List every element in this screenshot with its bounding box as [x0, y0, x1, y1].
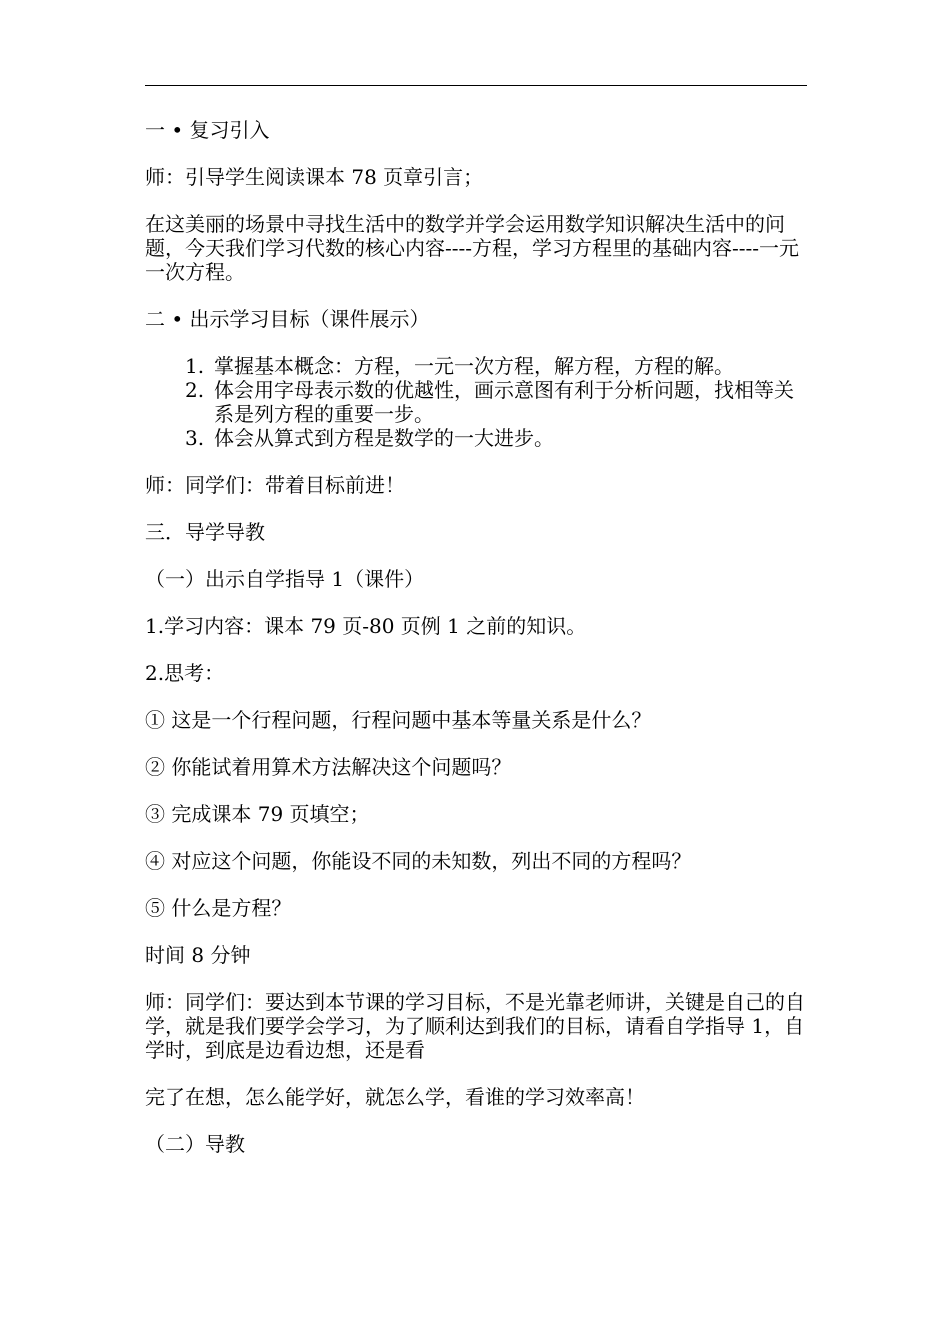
- section-heading-goals: 二 • 出示学习目标（课件展示）: [145, 307, 430, 331]
- list-item-number: 2.: [185, 378, 205, 402]
- teacher-instruction: 师：引导学生阅读课本 78 页章引言；: [145, 165, 484, 189]
- section-heading-review: 一 • 复习引入: [145, 118, 270, 142]
- section-heading-guided: 三．导学导教: [145, 520, 265, 544]
- list-item-text: 掌握基本概念：方程，一元一次方程，解方程，方程的解。: [214, 354, 734, 378]
- question-3: ③ 完成课本 79 页填空；: [145, 802, 370, 826]
- list-item: [145, 378, 807, 426]
- intro-paragraph: 在这美丽的场景中寻找生活中的数学并学会运用数学知识解决生活中的问题，今天我们学习代数的核心内容----方程，学习方程里的基础内容----一元一次方程。: [145, 212, 800, 284]
- think-heading: 2.思考：: [145, 661, 225, 685]
- subsection-heading-self-study: （一）出示自学指导 1（课件）: [145, 567, 425, 591]
- list-item: [145, 354, 807, 378]
- header-rule: [145, 85, 807, 86]
- teacher-encouragement: 师：同学们：带着目标前进！: [145, 473, 405, 497]
- question-2: ② 你能试着用算术方法解决这个问题吗？: [145, 755, 512, 779]
- subsection-heading-guided-teaching: （二）导教: [145, 1132, 245, 1156]
- teacher-guidance: 师：同学们：要达到本节课的学习目标，不是光靠老师讲，关键是自己的自学，就是我们要学会学习，为了顺利达到我们的目标，请看自学指导 1，自学时，到底是边看边想，还是看: [145, 990, 805, 1062]
- question-4: ④ 对应这个问题，你能设不同的未知数，列出不同的方程吗？: [145, 849, 692, 873]
- list-item: [145, 426, 807, 450]
- list-item-number: 3.: [185, 426, 205, 450]
- question-1: ① 这是一个行程问题，行程问题中基本等量关系是什么？: [145, 708, 652, 732]
- study-content: 1.学习内容：课本 79 页-80 页例 1 之前的知识。: [145, 614, 587, 638]
- document-body: [145, 118, 807, 1179]
- list-item-number: 1.: [185, 354, 205, 378]
- learning-goals-list: [145, 354, 807, 450]
- question-5: ⑤ 什么是方程？: [145, 896, 292, 920]
- list-item-text: 体会用字母表示数的优越性，画示意图有利于分析问题，找相等关系是列方程的重要一步。: [214, 378, 794, 426]
- time-limit: 时间 8 分钟: [145, 943, 251, 967]
- teacher-guidance-continued: 完了在想，怎么能学好，就怎么学，看谁的学习效率高！: [145, 1085, 645, 1109]
- list-item-text: 体会从算式到方程是数学的一大进步。: [214, 426, 554, 450]
